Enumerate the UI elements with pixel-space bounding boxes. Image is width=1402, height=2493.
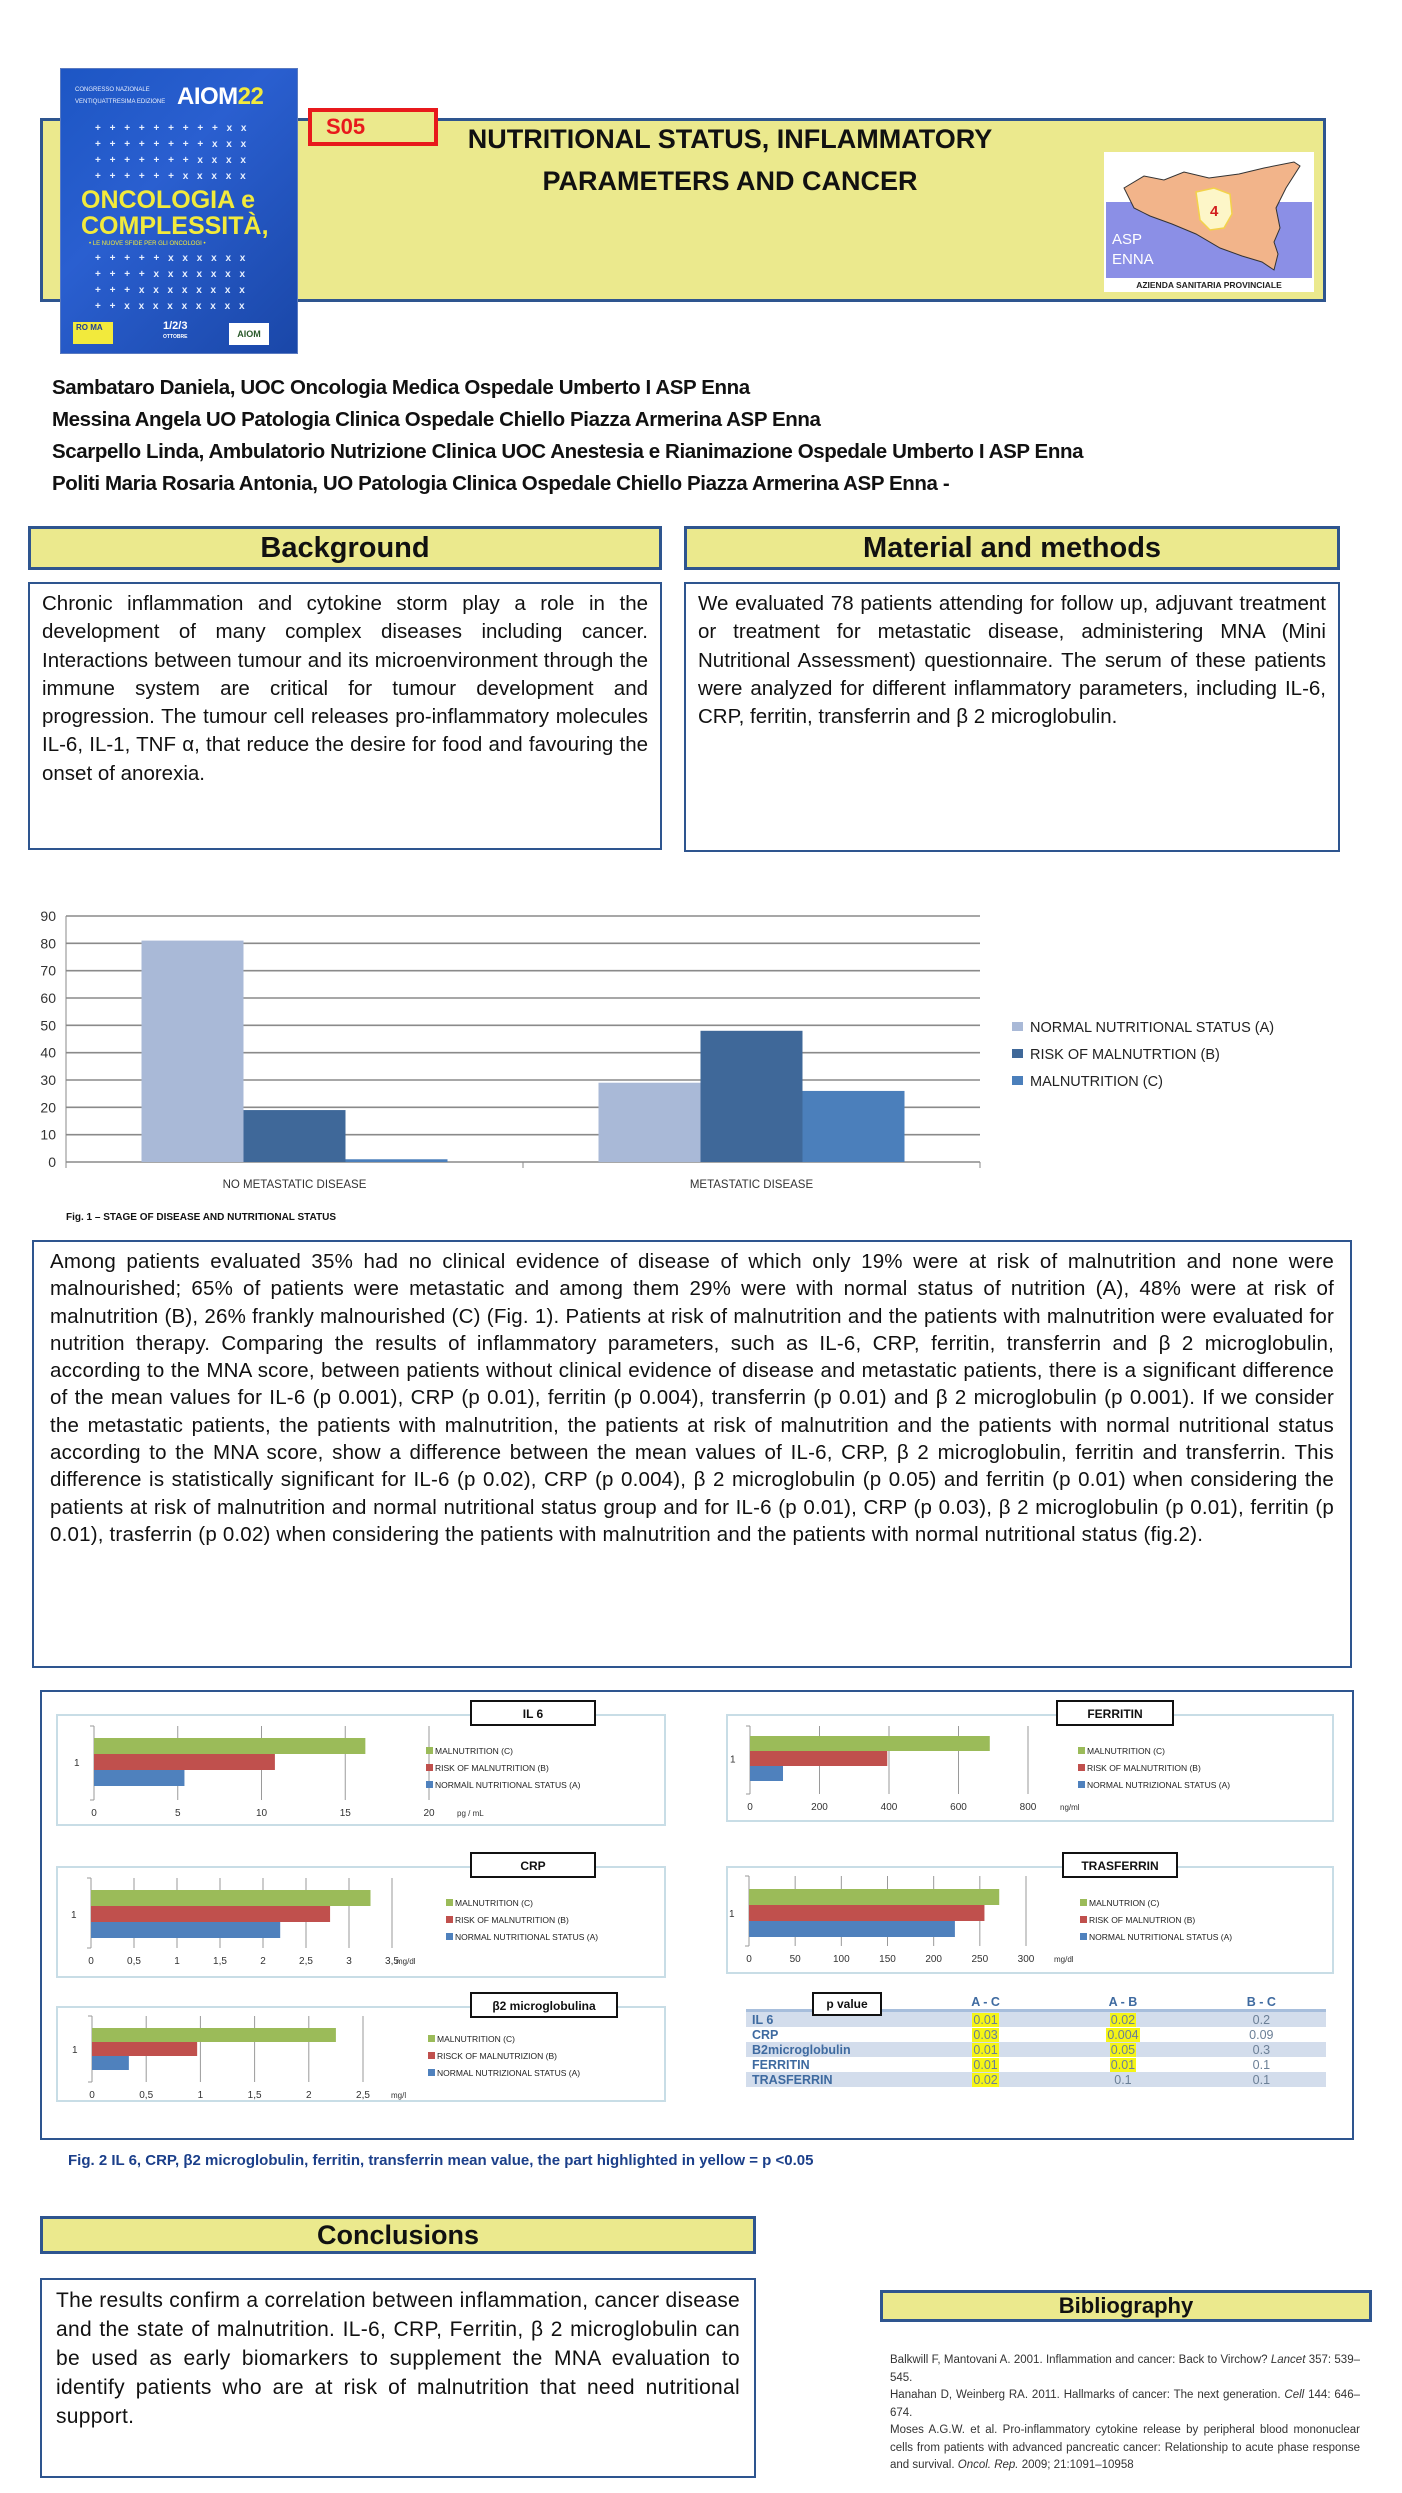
poster-brand: AIOM22 [177,83,264,110]
x-tick-label: 2 [260,1956,266,1967]
legend-swatch [428,2035,435,2042]
il6-chart [56,1714,666,1826]
background-heading: Background [28,526,662,570]
legend-swatch [446,1933,453,1940]
asp-caption: AZIENDA SANITARIA PROVINCIALE [1136,280,1282,290]
legend-swatch [446,1916,453,1923]
pvalue-cell: 0.01 [973,2057,998,2072]
x-tick-label: 600 [950,1802,967,1813]
unit-label: mg/dl [1054,1955,1074,1964]
legend-label: MALNUTRITION (C) [435,1746,513,1756]
pvalue-row-label: B2microglobulin [746,2042,922,2057]
bar [750,1766,783,1781]
legend-swatch [1078,1781,1085,1788]
x-tick-label: 5 [174,1808,181,1819]
crp-chart [56,1866,666,1978]
y-tick-label: 1 [74,1758,80,1769]
author-list [52,372,1083,500]
pvalue-row [746,2072,1326,2087]
author-line: Messina Angela UO Patologia Clinica Ospedale Chiello Piazza Armerina ASP Enna [52,408,821,431]
x-tick-label: 10 [255,1808,268,1819]
bibliography-heading: Bibliography [880,2290,1372,2322]
x-tick-label: 0 [89,2090,95,2101]
bibliography-list [890,2352,1360,2475]
legend-swatch [446,1899,453,1906]
pvalue-title: p value [812,1992,882,2016]
crp-chart-title: CRP [470,1852,596,1878]
poster-edition-line: VENTIQUATTRESIMA EDIZIONE [75,99,166,105]
bar [750,1751,887,1766]
col-header: A - B [1049,1994,1197,2011]
y-tick-label: 40 [40,1044,56,1061]
x-tick-label: 400 [880,1802,898,1813]
bar [91,1922,280,1938]
legend-label: RISK OF MALNUTRTION (B) [1030,1047,1220,1063]
poster-subtitle: • LE NUOVE SFIDE PER GLI ONCOLOGI • [89,241,206,247]
poster-headline: ONCOLOGIA e COMPLESSITÀ, [81,186,269,240]
pvalue-row-label: FERRITIN [752,2057,810,2072]
y-tick-label: 20 [40,1099,56,1116]
y-tick-label: 30 [40,1072,56,1088]
x-tick-label: 2,5 [299,1956,313,1967]
x-tick-label: 0,5 [127,1956,141,1967]
bar [244,1110,346,1162]
col-header: B - C [1197,1994,1326,2011]
unit-label: pg / mL [457,1809,484,1818]
y-tick-label: 10 [40,1126,56,1143]
bar [749,1889,999,1905]
poster-title: NUTRITIONAL STATUS, INFLAMMATORY PARAMETERS AND CANCER [467,124,993,196]
legend-label: RISK OF MALNUTRION (B) [1089,1915,1196,1925]
pvalue-cell: 0.1 [1252,2057,1271,2072]
fig1-bar-chart [0,890,1402,1210]
author-line: Politi Maria Rosaria Antonia, UO Patologia Clinica Ospedale Chiello Piazza Armerina ASP Enna - [52,472,950,495]
x-tick-label: 15 [339,1808,351,1819]
legend-swatch [1080,1916,1087,1923]
legend-swatch [1080,1933,1087,1940]
author-line: Scarpello Linda, Ambulatorio Nutrizione Clinica UOC Anestesia e Rianimazione Ospedale Umberto I ASP Enna [52,440,1084,463]
pvalue-cell: 0.3 [1197,2042,1326,2057]
y-tick-label: 80 [40,935,56,952]
unit-label: mg/l [391,2091,407,2100]
legend-label: MALNUTRITION (C) [437,2034,515,2044]
conclusions-heading: Conclusions [40,2216,756,2254]
legend-swatch [426,1747,433,1754]
pvalue-cell: 0.05 [1049,2042,1197,2057]
unit-label: mg/dl [396,1957,416,1966]
y-tick-label: 50 [40,1017,56,1034]
poster-dates: 1/2/3 OTTOBRE [163,320,188,340]
methods-text: We evaluated 78 patients attending for follow up, adjuvant treatment or treatment for metastatic disease, administering MNA (Mini Nutritional Assessment) questionnaire. The serum of these patients were analyzed for different inflammatory parameters, including IL-6, CRP, ferritin, transferrin and β 2 microglobulin. [684,582,1340,852]
pvalue-row-label: TRASFERRIN [746,2072,922,2087]
bar [701,1031,803,1162]
legend-swatch [428,2052,435,2059]
y-tick-label: 70 [40,962,56,979]
x-tick-label: 1 [197,2090,204,2101]
bar [92,2042,197,2056]
asp-enna-logo [1104,152,1314,292]
legend-swatch [426,1781,433,1788]
legend-label: MALNUTRITION (C) [1030,1074,1163,1090]
fig2-caption: Fig. 2 IL 6, CRP, β2 microglobulin, ferritin, transferrin mean value, the part highlighted in yellow = p <0.05 [68,2152,814,2169]
pvalue-cell: 0.01 [922,2011,1049,2028]
legend-label: MALNUTRITION (C) [455,1898,533,1908]
pvalue-cell: 0.01 [922,2042,1049,2057]
pvalue-cell: 0.09 [1249,2027,1274,2042]
y-tick-label: 0 [48,1154,56,1170]
legend-swatch [1012,1049,1023,1058]
legend-swatch [1080,1899,1087,1906]
trasferrin-chart-title: TRASFERRIN [1062,1852,1178,1878]
legend-swatch [1078,1747,1085,1754]
author-line: Sambataro Daniela, UOC Oncologia Medica Ospedale Umberto I ASP Enna [52,376,750,399]
bar [142,941,244,1162]
y-tick-label: 90 [40,908,56,924]
il6-chart-title: IL 6 [470,1700,596,1726]
y-tick-label: 1 [730,1754,736,1766]
x-tick-label: 20 [423,1808,435,1819]
pvalue-cell: 0.1 [1049,2072,1197,2087]
y-tick-label: 1 [729,1909,735,1920]
pvalue-cell: 0.2 [1197,2011,1326,2028]
pvalue-cell: 0.1 [1197,2072,1326,2087]
x-tick-label: 800 [1019,1802,1037,1813]
legend-label: NORMAL NUTRITIONAL STATUS (A) [1089,1932,1233,1942]
x-tick-label: 250 [971,1954,989,1965]
bib-entry: Balkwill F, Mantovani A. 2001. Inflammation and cancer: Back to Virchow? Lancet 357: 539–545. [890,2354,1360,2384]
x-tick-label: 0 [91,1808,97,1819]
methods-heading: Material and methods [684,526,1340,570]
bar [92,2028,336,2042]
poster-pattern-top: + + + + + + + + + x x + + + + + + + + x x x + + + + + + + x x x x + + + + + + x x x x x [95,123,250,182]
y-tick-label: 1 [72,2045,78,2056]
aiom22-congress-poster [60,68,298,354]
legend-label: RISCK OF MALNUTRIZION (B) [437,2051,557,2061]
legend-label: MALNUTRION (C) [1089,1898,1160,1908]
ferritin-chart [726,1714,1334,1822]
x-tick-label: 1,5 [213,1956,227,1967]
x-tick-label: 3,5 [385,1956,399,1967]
bar [94,1754,275,1770]
ferritin-chart-title: FERRITIN [1056,1700,1174,1726]
x-tick-label: METASTATIC DISEASE [689,1179,814,1191]
legend-label: RISK OF MALNUTRITION (B) [435,1763,549,1773]
poster-city-badge: RO MA [73,322,113,344]
pvalue-row [746,2027,1326,2042]
legend-swatch [1012,1022,1023,1031]
legend-swatch [1078,1764,1085,1771]
x-tick-label: 1,5 [247,2090,262,2101]
results-text: Among patients evaluated 35% had no clinical evidence of disease of which only 19% were at risk of malnutrition and none were malnourished; 65% of patients were metastatic and among them 29% were with normal status of nutrition (A), 48% were at risk of malnutrition (B), 26% frankly malnourished (C) (Fig. 1). Patients at risk of malnutrition and the patients with malnutrition were evaluated for nutrition therapy. Comparing the results of inflammatory parameters, such as IL-6, CRP, ferritin, transferrin and β 2 microglobulin, according to the MNA score, between patients without clinical evidence of disease and metastatic patients, there is a significant difference of the mean values for IL-6 (p 0.001), CRP (p 0.01), ferritin (p 0.004), transferrin (p 0.01) and β 2 microglobulin (p 0.001). If we consider the metastatic patients, the patients with malnutrition, the patients at risk of malnutrition and the patients with normal nutritional status according to the MNA score, show a difference between the mean values of IL-6, CRP, β 2 microglobulin, ferritin and transferrin. This difference is statistically significant for IL-6 (p 0.02), CRP (p 0.004), β 2 microglobulin (p 0.05) and ferritin (p 0.01) when considering the patients at risk of malnutrition and normal nutritional status group and for IL-6 (p 0.01), CRP (p 0.03), β 2 microglobulin (p 0.01), ferritin (p 0.01), trasferrin (p 0.02) when considering the patients with malnutrition and the patients with normal nutritional status (fig.2). [32,1240,1352,1668]
x-tick-label: 50 [789,1954,801,1965]
poster-congress-line: CONGRESSO NAZIONALE [75,87,150,93]
region-number: 4 [1210,203,1219,220]
bar [803,1091,905,1162]
legend-label: NORMAL NUTRIZIONAL STATUS (A) [1087,1780,1231,1790]
poster-partner-logo: AIOM [229,323,269,345]
bar [94,1738,365,1754]
x-tick-label: 3 [346,1956,352,1967]
pvalue-cell: 0.004 [1107,2027,1139,2042]
x-tick-label: 2 [306,2090,312,2101]
bar [91,1890,371,1906]
x-tick-label: 150 [879,1954,896,1965]
bar [94,1770,184,1786]
x-tick-label: 0 [747,1802,753,1813]
bar [749,1905,984,1921]
x-tick-label: 200 [811,1802,828,1813]
pvalue-row [746,2057,1326,2072]
bar [750,1736,990,1751]
asp-name: ASP ENNA [1112,231,1154,268]
y-tick-label: 60 [40,990,56,1006]
legend-label: RISK OF MALNUTRITION (B) [455,1915,569,1925]
legend-swatch [428,2069,435,2076]
pvalue-row-label: CRP [752,2027,779,2042]
trasferrin-chart [726,1866,1334,1974]
legend-label: MALNUTRITION (C) [1087,1746,1165,1756]
bar [346,1159,448,1162]
legend-label: NORMAL NUTRITIONAL STATUS (A) [455,1932,599,1942]
bib-entry: Moses A.G.W. et al. Pro-inflammatory cytokine release by peripheral blood mononuclear cells from patients with advanced pancreatic cancer: Relationship to acute phase response and survival. Oncol. Rep. 2009; 21:1091–10958 [890,2424,1360,2471]
b2m-chart-title: β2 microglobulina [470,1992,618,2018]
legend-label: RISK OF MALNUTRITION (B) [1087,1763,1201,1773]
x-tick-label: 0 [88,1956,94,1967]
background-text: Chronic inflammation and cytokine storm play a role in the development of many complex diseases including cancer. Interactions between tumour and its microenvironment through the immune system are critical for tumour development and progression. The tumour cell releases pro-inflammatory molecules IL-6, IL-1, TNF α, that reduce the desire for food and favouring the onset of anorexia. [28,582,662,850]
legend-label: NORMAL NUTRITIONAL STATUS (A) [1030,1020,1275,1036]
poster-pattern-bottom: + + + + + x x x x x x + + + + x x x x x x x + + + x x x x x x x x + + x x x x x x x x x [95,253,249,312]
legend-label: NORMAL NUTRIZIONAL STATUS (A) [437,2068,581,2078]
bib-entry: Hanahan D, Weinberg RA. 2011. Hallmarks of cancer: The next generation. Cell 144: 646–674. [890,2389,1360,2419]
pvalue-row [746,2042,1326,2057]
x-tick-label: 0,5 [139,2090,154,2101]
legend-swatch [1012,1076,1023,1085]
bar [749,1921,955,1937]
pvalue-cell: 0.01 [1110,2057,1136,2072]
x-tick-label: 200 [925,1954,943,1965]
pvalue-cell: 0.02 [1049,2011,1197,2028]
pvalue-row-label: IL 6 [746,2011,922,2028]
legend-swatch [426,1764,433,1771]
legend-label: NORMAİL NUTRITIONAL STATUS (A) [435,1780,581,1790]
bar [91,1906,330,1922]
unit-label: ng/ml [1060,1803,1080,1812]
x-tick-label: NO METASTATIC DISEASE [222,1179,367,1191]
x-tick-label: 100 [832,1954,850,1965]
x-tick-label: 0 [746,1954,752,1965]
bar [599,1083,701,1162]
y-tick-label: 1 [71,1910,77,1921]
session-code-badge: S05 [308,108,438,146]
x-tick-label: 300 [1017,1954,1035,1965]
pvalue-cell: 0.03 [973,2027,998,2042]
bar [92,2056,129,2070]
x-tick-label: 2,5 [356,2090,370,2101]
conclusions-text: The results confirm a correlation between inflammation, cancer disease and the state of malnutrition. IL-6, CRP, Ferritin, β 2 microglobulin can be used as early biomarkers to supplement the MNA evaluation to identify patients who are at risk of malnutrition that need nutritional support. [40,2278,756,2478]
pvalue-cell: 0.02 [922,2072,1049,2087]
fig1-caption: Fig. 1 – STAGE OF DISEASE AND NUTRITIONAL STATUS [66,1212,337,1223]
b2m-chart [56,2006,666,2102]
x-tick-label: 1 [174,1956,180,1967]
col-header: A - C [922,1994,1049,2011]
